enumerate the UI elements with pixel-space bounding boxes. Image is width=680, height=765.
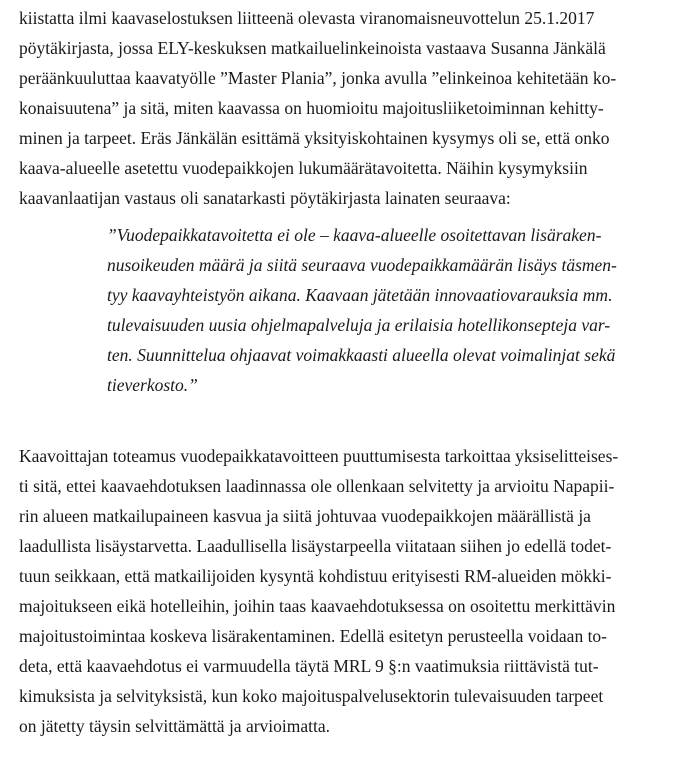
paragraph-2-line: Kaavoittajan toteamus vuodepaikkatavoitteen puuttumisesta tarkoittaa yksiselitteises-	[19, 446, 619, 466]
block-quote-line: ten. Suunnittelua ohjaavat voimakkaasti alueella olevat voimalinjat sekä	[107, 345, 616, 365]
paragraph-1-line: kaavanlaatijan vastaus oli sanatarkasti pöytäkirjasta lainaten seuraava:	[19, 188, 511, 208]
paragraph-1-line: minen ja tarpeet. Eräs Jänkälän esittämä yksityiskohtainen kysymys oli se, että onko	[19, 128, 610, 148]
block-quote-line: nusoikeuden määrä ja siitä seuraava vuodepaikkamäärän lisäys täsmen-	[107, 255, 617, 275]
paragraph-1-line: kiistatta ilmi kaavaselostuksen liitteenä olevasta viranomaisneuvottelun 25.1.2017	[19, 8, 595, 28]
paragraph-1-line: konaisuutena” ja sitä, miten kaavassa on huomioitu majoitusliiketoiminnan kehitty-	[19, 98, 604, 118]
block-quote-line: tyy kaavayhteistyön aikana. Kaavaan jätetään innovaatiovarauksia mm.	[107, 285, 613, 305]
paragraph-2-line: majoitukseen eikä hotelleihin, joihin taas kaavaehdotuksessa on osoitettu merkittävin	[19, 596, 616, 616]
paragraph-2-line: on jätetty täysin selvittämättä ja arvioimatta.	[19, 716, 331, 736]
paragraph-2-line: majoitustoimintaa koskeva lisärakentaminen. Edellä esitetyn perusteella voidaan to-	[19, 626, 608, 646]
paragraph-1-line: kaava-alueelle asetettu vuodepaikkojen lukumäärätavoitetta. Näihin kysymyksiin	[19, 158, 588, 178]
block-quote-line: ”Vuodepaikkatavoitetta ei ole – kaava-alueelle osoitettavan lisäraken-	[107, 225, 602, 245]
paragraph-2-line: kimuksista ja selvityksistä, kun koko majoituspalvelusektorin tulevaisuuden tarpeet	[19, 686, 604, 706]
paragraph-2-line: tuun seikkaan, että matkailijoiden kysyntä kohdistuu erityisesti RM-alueiden mökki-	[19, 566, 612, 586]
paragraph-2-line: rin alueen matkailupaineen kasvua ja siitä johtuvaa vuodepaikkojen määrällistä ja	[19, 506, 591, 526]
paragraph-2-line: laadullista lisäystarvetta. Laadullisella lisäystarpeella viitataan siihen jo edellä todet-	[19, 536, 612, 556]
paragraph-1-line: peräänkuuluttaa kaavatyölle ”Master Planiа”, jonka avulla ”elinkeinoa kehitetään ko-	[19, 68, 617, 88]
paragraph-1-line: pöytäkirjasta, jossa ELY-keskuksen matkailuelinkeinoista vastaava Susanna Jänkälä	[19, 38, 606, 58]
block-quote-line: tulevaisuuden uusia ohjelmapalveluja ja erilaisia hotellikonseptejа var-	[107, 315, 611, 335]
paragraph-2-line: ti sitä, ettei kaavaehdotuksen laadinnassa ole ollenkaan selvitetty ja arvioitu Napapii-	[19, 476, 615, 496]
block-quote-line: tieverkosto.”	[107, 375, 198, 395]
paragraph-2-line: deta, että kaavaehdotus ei varmuudella täytä MRL 9 §:n vaatimuksia riittävistä tut-	[19, 656, 599, 676]
